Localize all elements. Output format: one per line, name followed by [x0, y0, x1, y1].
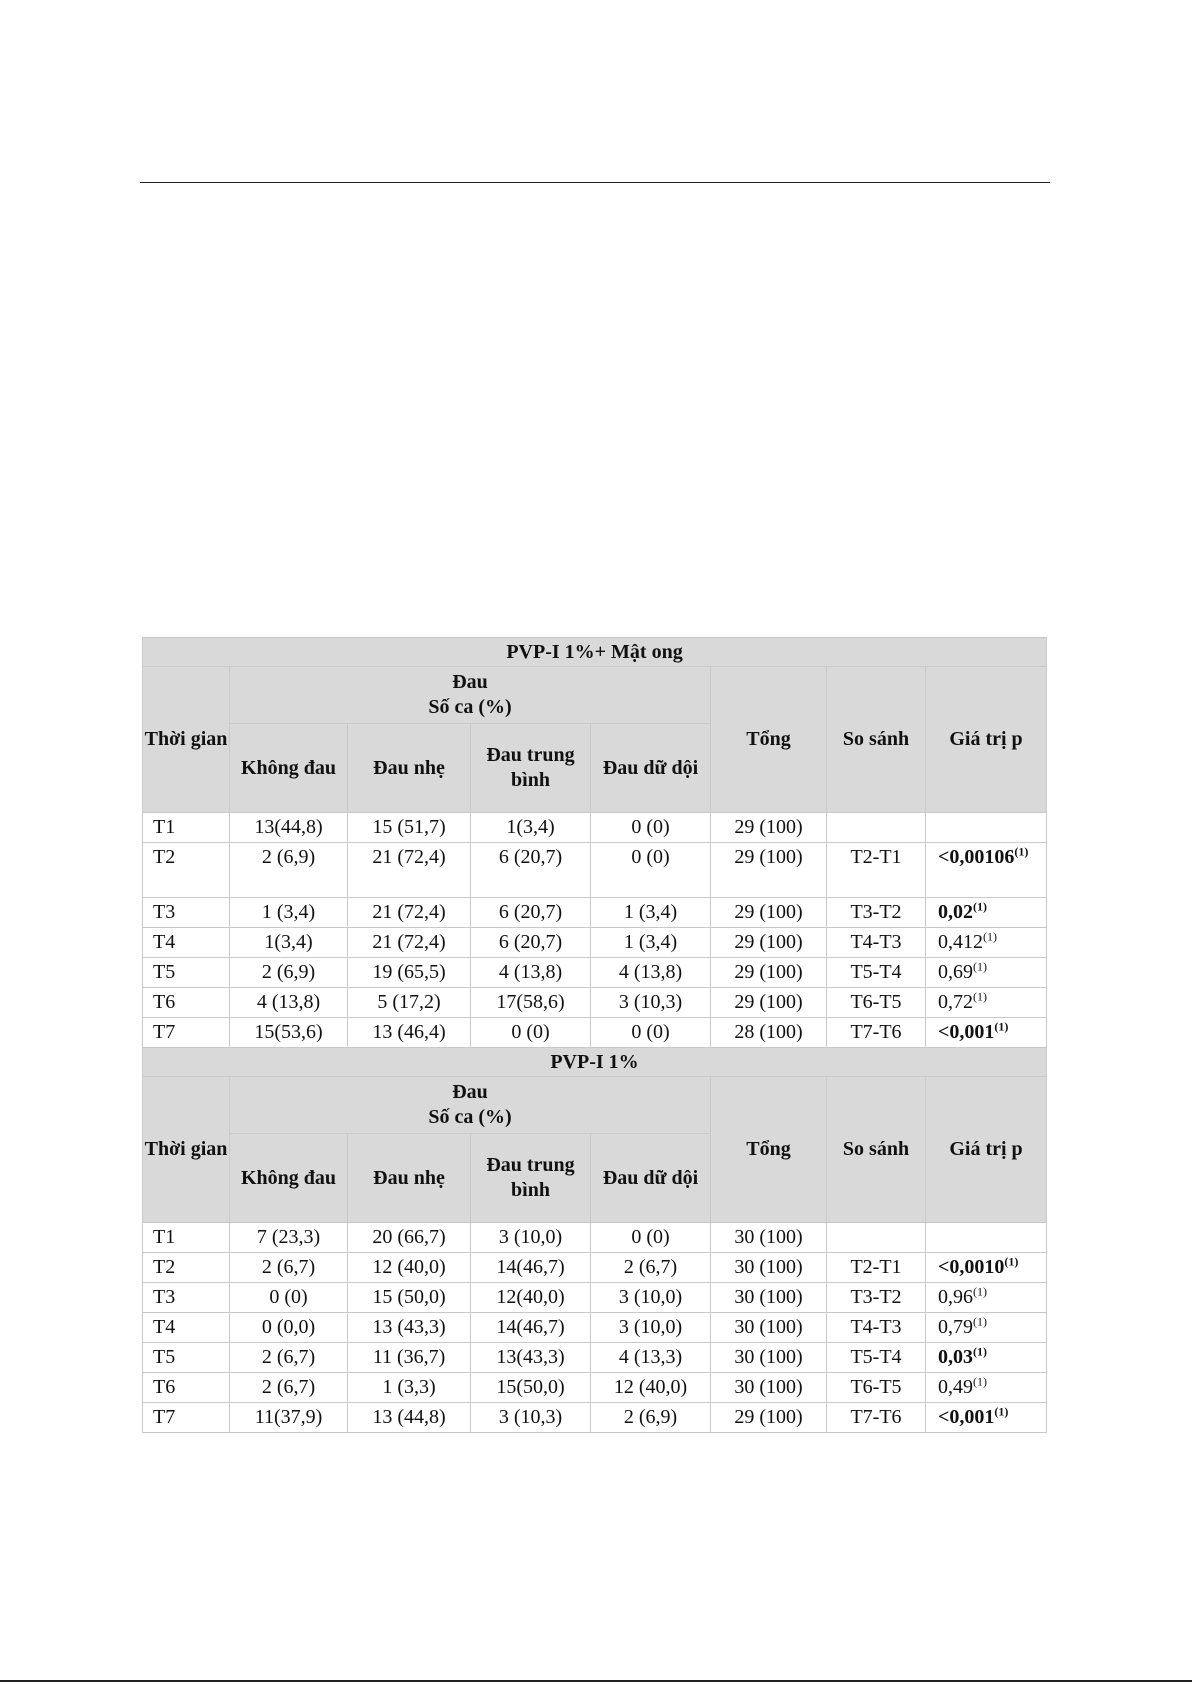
table-row — [143, 1343, 1047, 1373]
cell-count: 12(40,0) — [471, 1283, 591, 1313]
cell-count: 0 (0) — [230, 1283, 348, 1313]
cell-total: 30 (100) — [711, 1283, 827, 1313]
group-title-row — [143, 638, 1047, 667]
cell-time: T1 — [143, 1223, 230, 1253]
cell-count: 11(37,9) — [230, 1403, 348, 1433]
col-header-pain-level: Không đau — [230, 1134, 348, 1223]
cell-compare: T2-T1 — [827, 843, 926, 898]
cell-count: 1(3,4) — [471, 813, 591, 843]
cell-count: 12 (40,0) — [348, 1253, 471, 1283]
cell-count: 2 (6,7) — [591, 1253, 711, 1283]
cell-count: 6 (20,7) — [471, 843, 591, 898]
cell-total: 29 (100) — [711, 928, 827, 958]
col-header-time: Thời gian — [143, 667, 230, 813]
pain-label: Đau — [452, 1081, 488, 1103]
pvalue-text: <0,0010 — [938, 1256, 1005, 1278]
cell-time: T7 — [143, 1018, 230, 1048]
cell-time: T5 — [143, 1343, 230, 1373]
col-header-pain-level: Đau dữ dội — [591, 1134, 711, 1223]
cell-total: 29 (100) — [711, 843, 827, 898]
cell-count: 0 (0) — [591, 813, 711, 843]
cell-pvalue — [926, 1223, 1047, 1253]
table-row — [143, 1403, 1047, 1433]
cell-count: 20 (66,7) — [348, 1223, 471, 1253]
cell-count: 14(46,7) — [471, 1253, 591, 1283]
pain-comparison-table — [142, 637, 1047, 1433]
col-header-time: Thời gian — [143, 1077, 230, 1223]
cell-count: 6 (20,7) — [471, 928, 591, 958]
cell-pvalue — [926, 1018, 1047, 1048]
group-title-row — [143, 1048, 1047, 1077]
table-row — [143, 1223, 1047, 1253]
cell-pvalue — [926, 898, 1047, 928]
cell-pvalue — [926, 1373, 1047, 1403]
cell-count: 3 (10,0) — [471, 1223, 591, 1253]
cell-count: 2 (6,7) — [230, 1373, 348, 1403]
cell-time: T6 — [143, 988, 230, 1018]
cell-count: 17(58,6) — [471, 988, 591, 1018]
table-row — [143, 1313, 1047, 1343]
cell-total: 30 (100) — [711, 1343, 827, 1373]
cell-time: T2 — [143, 843, 230, 898]
pvalue-footnote-mark: (1) — [1014, 844, 1029, 859]
cell-compare: T7-T6 — [827, 1403, 926, 1433]
pvalue-footnote-mark: (1) — [973, 1284, 987, 1299]
cell-compare: T6-T5 — [827, 1373, 926, 1403]
col-header-pain-level: Đau dữ dội — [591, 724, 711, 813]
cell-count: 4 (13,8) — [471, 958, 591, 988]
cell-total: 29 (100) — [711, 1403, 827, 1433]
cell-compare: T7-T6 — [827, 1018, 926, 1048]
table-row — [143, 1283, 1047, 1313]
cell-time: T4 — [143, 928, 230, 958]
cell-count: 12 (40,0) — [591, 1373, 711, 1403]
pvalue-footnote-mark: (1) — [1004, 1254, 1019, 1269]
pain-label: Đau — [452, 671, 488, 693]
table-row — [143, 813, 1047, 843]
col-header-pain-level: Đau trung bình — [471, 724, 591, 813]
cell-time: T4 — [143, 1313, 230, 1343]
cell-time: T7 — [143, 1403, 230, 1433]
pvalue-text: <0,001 — [938, 1406, 995, 1428]
col-header-pain-level: Đau nhẹ — [348, 1134, 471, 1223]
cell-compare: T4-T3 — [827, 928, 926, 958]
cell-pvalue — [926, 988, 1047, 1018]
cell-count: 0 (0) — [591, 843, 711, 898]
cell-count: 2 (6,9) — [591, 1403, 711, 1433]
cell-compare: T3-T2 — [827, 1283, 926, 1313]
col-header-pain-level: Đau nhẹ — [348, 724, 471, 813]
cell-pvalue — [926, 1253, 1047, 1283]
cell-count: 15 (50,0) — [348, 1283, 471, 1313]
cell-count: 1(3,4) — [230, 928, 348, 958]
header-row-1 — [143, 667, 1047, 724]
table-row — [143, 898, 1047, 928]
cell-count: 15(53,6) — [230, 1018, 348, 1048]
pvalue-text: <0,001 — [938, 1021, 995, 1043]
cell-compare: T4-T3 — [827, 1313, 926, 1343]
cell-count: 4 (13,8) — [230, 988, 348, 1018]
cell-total: 29 (100) — [711, 958, 827, 988]
pvalue-footnote-mark: (1) — [973, 1374, 987, 1389]
table-row — [143, 928, 1047, 958]
cell-compare: T2-T1 — [827, 1253, 926, 1283]
cell-time: T3 — [143, 898, 230, 928]
table-row — [143, 988, 1047, 1018]
pvalue-text: 0,03 — [938, 1346, 973, 1368]
cell-pvalue — [926, 813, 1047, 843]
cell-time: T5 — [143, 958, 230, 988]
cell-count: 3 (10,3) — [591, 988, 711, 1018]
pvalue-footnote-mark: (1) — [973, 959, 987, 974]
cell-pvalue — [926, 958, 1047, 988]
cell-time: T6 — [143, 1373, 230, 1403]
cell-count: 5 (17,2) — [348, 988, 471, 1018]
cell-count: 3 (10,0) — [591, 1283, 711, 1313]
pvalue-text: 0,412 — [938, 931, 983, 953]
table-row — [143, 1018, 1047, 1048]
cell-count: 0 (0) — [591, 1018, 711, 1048]
cell-count: 3 (10,3) — [471, 1403, 591, 1433]
cell-compare — [827, 1223, 926, 1253]
pvalue-footnote-mark: (1) — [983, 929, 997, 944]
cell-compare: T5-T4 — [827, 958, 926, 988]
cases-label: Số ca (%) — [428, 1106, 512, 1128]
cell-count: 19 (65,5) — [348, 958, 471, 988]
cell-pvalue — [926, 1313, 1047, 1343]
pvalue-text: 0,69 — [938, 961, 973, 983]
cell-count: 13(44,8) — [230, 813, 348, 843]
cases-label: Số ca (%) — [428, 696, 512, 718]
col-header-total: Tổng — [711, 1077, 827, 1223]
table-row — [143, 843, 1047, 898]
col-header-compare: So sánh — [827, 667, 926, 813]
cell-total: 30 (100) — [711, 1223, 827, 1253]
pvalue-text: 0,96 — [938, 1286, 973, 1308]
cell-total: 29 (100) — [711, 988, 827, 1018]
cell-count: 0 (0,0) — [230, 1313, 348, 1343]
pvalue-text: <0,00106 — [938, 846, 1015, 868]
pvalue-text: 0,49 — [938, 1376, 973, 1398]
col-header-pvalue: Giá trị p — [926, 1077, 1047, 1223]
cell-compare: T3-T2 — [827, 898, 926, 928]
header-row-1 — [143, 1077, 1047, 1134]
cell-total: 30 (100) — [711, 1253, 827, 1283]
group-title: PVP-I 1%+ Mật ong — [143, 638, 1047, 667]
col-header-pvalue: Giá trị p — [926, 667, 1047, 813]
cell-count: 2 (6,7) — [230, 1253, 348, 1283]
pvalue-footnote-mark: (1) — [973, 899, 987, 914]
cell-count: 13 (46,4) — [348, 1018, 471, 1048]
cell-count: 3 (10,0) — [591, 1313, 711, 1343]
col-header-compare: So sánh — [827, 1077, 926, 1223]
cell-count: 13 (44,8) — [348, 1403, 471, 1433]
pvalue-footnote-mark: (1) — [973, 1344, 987, 1359]
cell-count: 21 (72,4) — [348, 928, 471, 958]
col-header-pain-level: Không đau — [230, 724, 348, 813]
cell-total: 30 (100) — [711, 1313, 827, 1343]
pvalue-footnote-mark: (1) — [973, 1314, 987, 1329]
cell-count: 15 (51,7) — [348, 813, 471, 843]
pvalue-text: 0,72 — [938, 991, 973, 1013]
table-row — [143, 958, 1047, 988]
cell-pvalue — [926, 1403, 1047, 1433]
col-header-pain — [230, 667, 711, 724]
cell-pvalue — [926, 1283, 1047, 1313]
pvalue-text: 0,79 — [938, 1316, 973, 1338]
table-row — [143, 1253, 1047, 1283]
col-header-pain-level: Đau trung bình — [471, 1134, 591, 1223]
cell-count: 2 (6,9) — [230, 958, 348, 988]
cell-pvalue — [926, 928, 1047, 958]
cell-pvalue — [926, 1343, 1047, 1373]
col-header-pain — [230, 1077, 711, 1134]
cell-time: T2 — [143, 1253, 230, 1283]
cell-total: 29 (100) — [711, 813, 827, 843]
cell-count: 1 (3,4) — [230, 898, 348, 928]
cell-total: 29 (100) — [711, 898, 827, 928]
table-row — [143, 1373, 1047, 1403]
cell-count: 11 (36,7) — [348, 1343, 471, 1373]
pvalue-footnote-mark: (1) — [994, 1019, 1009, 1034]
cell-count: 6 (20,7) — [471, 898, 591, 928]
header-rule — [140, 182, 1050, 183]
pain-table-wrapper — [142, 637, 1046, 1433]
cell-count: 0 (0) — [471, 1018, 591, 1048]
cell-count: 13 (43,3) — [348, 1313, 471, 1343]
cell-count: 4 (13,3) — [591, 1343, 711, 1373]
pvalue-text: 0,02 — [938, 901, 973, 923]
cell-count: 21 (72,4) — [348, 843, 471, 898]
cell-total: 28 (100) — [711, 1018, 827, 1048]
cell-count: 7 (23,3) — [230, 1223, 348, 1253]
cell-count: 2 (6,7) — [230, 1343, 348, 1373]
cell-count: 13(43,3) — [471, 1343, 591, 1373]
cell-count: 1 (3,4) — [591, 928, 711, 958]
cell-time: T3 — [143, 1283, 230, 1313]
cell-pvalue — [926, 843, 1047, 898]
cell-count: 4 (13,8) — [591, 958, 711, 988]
cell-total: 30 (100) — [711, 1373, 827, 1403]
pvalue-footnote-mark: (1) — [973, 989, 987, 1004]
cell-compare — [827, 813, 926, 843]
cell-count: 2 (6,9) — [230, 843, 348, 898]
cell-count: 15(50,0) — [471, 1373, 591, 1403]
cell-count: 0 (0) — [591, 1223, 711, 1253]
cell-compare: T6-T5 — [827, 988, 926, 1018]
cell-count: 1 (3,4) — [591, 898, 711, 928]
pvalue-footnote-mark: (1) — [994, 1404, 1009, 1419]
col-header-total: Tổng — [711, 667, 827, 813]
cell-count: 21 (72,4) — [348, 898, 471, 928]
footer-rule — [0, 1680, 1192, 1682]
group-title: PVP-I 1% — [143, 1048, 1047, 1077]
cell-time: T1 — [143, 813, 230, 843]
cell-count: 1 (3,3) — [348, 1373, 471, 1403]
cell-count: 14(46,7) — [471, 1313, 591, 1343]
cell-compare: T5-T4 — [827, 1343, 926, 1373]
table-body — [143, 638, 1047, 1433]
